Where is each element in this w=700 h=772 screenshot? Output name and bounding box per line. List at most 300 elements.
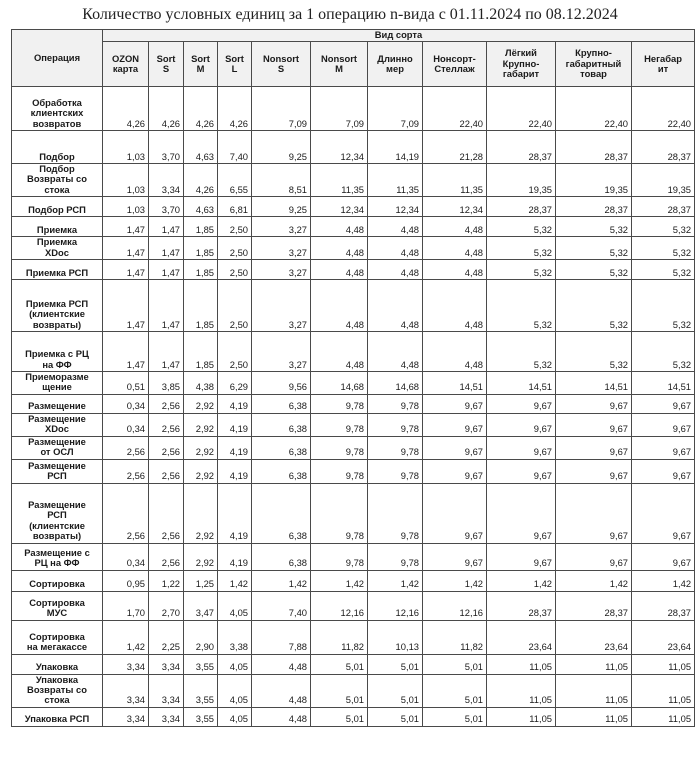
value-cell: 1,47 [103, 260, 149, 280]
text-line: Упаковка [35, 674, 79, 685]
value-cell: 2,56 [149, 459, 184, 483]
text-line: Сортировка [29, 630, 85, 642]
value-cell: 5,32 [556, 260, 632, 280]
value-cell: 9,78 [311, 436, 368, 459]
value-cell: 9,78 [368, 436, 423, 459]
value-cell: 2,92 [184, 483, 218, 543]
value-cell: 4,48 [252, 707, 311, 726]
value-cell: 2,56 [149, 483, 184, 543]
text-line: M [335, 63, 343, 74]
value-cell: 9,67 [632, 483, 695, 543]
value-cell: 1,25 [184, 570, 218, 591]
value-cell: 2,50 [218, 260, 252, 280]
operation-cell [12, 707, 103, 726]
value-cell: 6,55 [218, 164, 252, 197]
value-cell: 1,42 [487, 570, 556, 591]
value-cell: 3,34 [103, 707, 149, 726]
text-line: Нонсорт- [433, 52, 476, 64]
value-cell: 9,78 [311, 483, 368, 543]
value-cell: 9,67 [556, 413, 632, 436]
value-cell: 9,78 [368, 543, 423, 570]
value-cell: 19,35 [632, 164, 695, 197]
value-cell: 9,67 [423, 436, 487, 459]
value-cell: 7,40 [218, 131, 252, 164]
table-row [12, 280, 695, 332]
value-cell: 3,27 [252, 332, 311, 372]
table-row [12, 591, 695, 620]
column-header-sort-m [184, 42, 218, 87]
value-cell: 11,82 [423, 620, 487, 654]
value-cell: 9,67 [556, 543, 632, 570]
text-line: Обработка [32, 96, 82, 108]
value-cell: 9,67 [632, 436, 695, 459]
value-cell: 4,19 [218, 543, 252, 570]
value-cell: 1,47 [149, 280, 184, 332]
value-cell: 1,85 [184, 260, 218, 280]
value-cell: 1,22 [149, 570, 184, 591]
value-cell: 1,47 [149, 332, 184, 372]
value-cell: 9,67 [423, 394, 487, 413]
value-cell: 9,67 [556, 394, 632, 413]
value-cell: 5,01 [423, 707, 487, 726]
value-cell: 3,55 [184, 707, 218, 726]
value-cell: 1,70 [103, 591, 149, 620]
value-cell: 6,38 [252, 436, 311, 459]
column-header-ozon-card [103, 42, 149, 87]
value-cell: 4,26 [184, 87, 218, 131]
value-cell: 9,67 [487, 436, 556, 459]
value-cell: 2,92 [184, 394, 218, 413]
table-row [12, 217, 695, 237]
value-cell: 12,16 [368, 591, 423, 620]
value-cell: 11,05 [556, 674, 632, 707]
value-cell: 14,68 [368, 372, 423, 395]
value-cell: 28,37 [556, 131, 632, 164]
value-cell: 22,40 [632, 87, 695, 131]
operation-cell [12, 237, 103, 260]
value-cell: 4,19 [218, 394, 252, 413]
value-cell: 1,85 [184, 237, 218, 260]
text-line: Размещение [28, 499, 86, 511]
rates-table [11, 29, 695, 727]
value-cell: 9,67 [556, 436, 632, 459]
text-line: габаритный [565, 57, 622, 69]
table-row [12, 260, 695, 280]
value-cell: 2,56 [149, 413, 184, 436]
text-line: клиентских [30, 107, 84, 119]
text-line: Приемка с РЦ [25, 348, 89, 360]
value-cell: 9,78 [368, 483, 423, 543]
table-row [12, 87, 695, 131]
text-line: габарит [502, 68, 540, 80]
text-line: стока [44, 183, 70, 195]
value-cell: 11,82 [311, 620, 368, 654]
operation-cell [12, 394, 103, 413]
value-cell: 1,47 [149, 217, 184, 237]
value-cell: 3,34 [149, 164, 184, 197]
operation-cell [12, 413, 103, 436]
value-cell: 2,92 [184, 459, 218, 483]
operation-cell [12, 217, 103, 237]
table-row [12, 620, 695, 654]
value-cell: 9,67 [632, 413, 695, 436]
value-cell: 11,05 [632, 707, 695, 726]
value-cell: 2,90 [184, 620, 218, 654]
value-cell: 3,27 [252, 237, 311, 260]
value-cell: 9,67 [487, 413, 556, 436]
value-cell: 1,47 [103, 332, 149, 372]
value-cell: 2,56 [149, 436, 184, 459]
text-line: возвраты) [32, 530, 82, 542]
column-header-non-standard [632, 42, 695, 87]
value-cell: 1,42 [252, 570, 311, 591]
value-cell: 12,16 [423, 591, 487, 620]
value-cell: 1,85 [184, 332, 218, 372]
value-cell: 3,55 [184, 674, 218, 707]
text-line: Крупно- [502, 57, 540, 69]
text-line: XDoc [45, 246, 69, 258]
value-cell: 12,34 [423, 197, 487, 217]
value-cell: 2,50 [218, 280, 252, 332]
value-cell: 21,28 [423, 131, 487, 164]
text-line: Sort [191, 52, 210, 64]
value-cell: 23,64 [556, 620, 632, 654]
value-cell: 9,67 [487, 394, 556, 413]
value-cell: 4,26 [149, 87, 184, 131]
value-cell: 4,48 [368, 260, 423, 280]
value-cell: 11,05 [556, 707, 632, 726]
value-cell: 2,56 [103, 436, 149, 459]
value-cell: 14,68 [311, 372, 368, 395]
value-cell: 7,09 [311, 87, 368, 131]
value-cell: 28,37 [487, 591, 556, 620]
value-cell: 11,35 [368, 164, 423, 197]
table-row [12, 394, 695, 413]
value-cell: 14,51 [632, 372, 695, 395]
value-cell: 5,32 [556, 217, 632, 237]
value-cell: 2,50 [218, 332, 252, 372]
value-cell: 5,32 [487, 237, 556, 260]
text-line: Размещение [28, 436, 86, 447]
text-line: Размещение с [24, 546, 90, 558]
table-row [12, 197, 695, 217]
value-cell: 6,38 [252, 394, 311, 413]
operation-cell [12, 674, 103, 707]
value-cell: 4,48 [252, 674, 311, 707]
value-cell: 2,56 [103, 459, 149, 483]
value-cell: 4,19 [218, 483, 252, 543]
value-cell: 4,05 [218, 654, 252, 674]
table-row [12, 332, 695, 372]
value-cell: 4,48 [423, 280, 487, 332]
column-header-long [368, 42, 423, 87]
text-line: S [277, 63, 285, 74]
value-cell: 3,47 [184, 591, 218, 620]
value-cell: 0,95 [103, 570, 149, 591]
text-line: Подбор РСП [28, 203, 86, 215]
value-cell: 4,48 [423, 237, 487, 260]
value-cell: 4,63 [184, 197, 218, 217]
value-cell: 4,26 [218, 87, 252, 131]
value-cell: 1,42 [218, 570, 252, 591]
value-cell: 11,05 [487, 707, 556, 726]
operation-cell [12, 332, 103, 372]
value-cell: 3,27 [252, 280, 311, 332]
text-line: Подбор [39, 163, 75, 174]
page-title: Количество условных единиц за 1 операцию n-вида с 01.11.2024 по 08.12.2024 [82, 6, 618, 23]
value-cell: 1,42 [311, 570, 368, 591]
value-cell: 1,42 [368, 570, 423, 591]
value-cell: 6,29 [218, 372, 252, 395]
value-cell: 9,67 [487, 483, 556, 543]
text-line: возвраты) [32, 318, 82, 330]
value-cell: 2,92 [184, 436, 218, 459]
operation-cell [12, 591, 103, 620]
value-cell: 3,34 [103, 674, 149, 707]
value-cell: 1,42 [423, 570, 487, 591]
value-cell: 6,38 [252, 543, 311, 570]
value-cell: 5,32 [632, 217, 695, 237]
value-cell: 28,37 [632, 197, 695, 217]
text-line: Возвраты со [27, 173, 87, 185]
value-cell: 2,50 [218, 237, 252, 260]
value-cell: 14,51 [487, 372, 556, 395]
table-row [12, 131, 695, 164]
column-header-sort-l [218, 42, 252, 87]
text-line: L [231, 63, 238, 74]
text-line: на ФФ [42, 358, 72, 370]
value-cell: 11,05 [487, 654, 556, 674]
text-line: Стеллаж [434, 63, 475, 74]
value-cell: 11,35 [423, 164, 487, 197]
value-cell: 14,19 [368, 131, 423, 164]
value-cell: 4,05 [218, 707, 252, 726]
value-cell: 9,67 [556, 483, 632, 543]
text-line: Размещение [28, 413, 86, 424]
operation-cell [12, 436, 103, 459]
value-cell: 4,48 [311, 217, 368, 237]
table-row [12, 164, 695, 197]
value-cell: 9,78 [311, 543, 368, 570]
value-cell: 2,50 [218, 217, 252, 237]
text-line: МУС [46, 607, 68, 619]
text-line: Крупно- [575, 47, 612, 59]
text-line: Приемка [36, 223, 78, 235]
text-line: товар [580, 68, 607, 80]
operation-cell [12, 197, 103, 217]
operation-cell [12, 372, 103, 395]
value-cell: 1,85 [184, 280, 218, 332]
value-cell: 5,32 [556, 237, 632, 260]
value-cell: 4,48 [368, 332, 423, 372]
value-cell: 1,42 [632, 570, 695, 591]
value-cell: 5,01 [311, 674, 368, 707]
table-row [12, 372, 695, 395]
operation-cell [12, 260, 103, 280]
value-cell: 9,56 [252, 372, 311, 395]
value-cell: 28,37 [556, 197, 632, 217]
value-cell: 7,09 [368, 87, 423, 131]
value-cell: 4,19 [218, 436, 252, 459]
value-cell: 1,42 [556, 570, 632, 591]
text-line: Приемка РСП [25, 297, 89, 309]
value-cell: 5,32 [556, 332, 632, 372]
text-line: стока [44, 694, 70, 706]
value-cell: 22,40 [487, 87, 556, 131]
value-cell: 10,13 [368, 620, 423, 654]
value-cell: 6,38 [252, 483, 311, 543]
column-header-oversize-goods [556, 42, 632, 87]
text-line: XDoc [45, 423, 69, 435]
value-cell: 9,25 [252, 131, 311, 164]
value-cell: 9,67 [632, 543, 695, 570]
value-cell: 9,67 [423, 413, 487, 436]
value-cell: 5,01 [423, 654, 487, 674]
column-header-sort-s [149, 42, 184, 87]
value-cell: 4,48 [423, 260, 487, 280]
value-cell: 19,35 [487, 164, 556, 197]
table-row [12, 674, 695, 707]
value-cell: 28,37 [487, 197, 556, 217]
text-line: M [196, 63, 205, 74]
value-cell: 1,47 [103, 280, 149, 332]
table-row [12, 543, 695, 570]
text-line: Sort [225, 52, 244, 64]
text-line: возвратов [32, 117, 82, 129]
value-cell: 3,85 [149, 372, 184, 395]
value-cell: 5,01 [368, 654, 423, 674]
value-cell: 2,92 [184, 543, 218, 570]
operation-cell [12, 131, 103, 164]
value-cell: 5,01 [311, 707, 368, 726]
value-cell: 0,34 [103, 394, 149, 413]
value-cell: 6,38 [252, 459, 311, 483]
text-line: Негабар [644, 52, 682, 64]
text-line: карта [112, 63, 139, 74]
value-cell: 1,03 [103, 131, 149, 164]
value-cell: 5,32 [632, 280, 695, 332]
value-cell: 12,34 [311, 131, 368, 164]
value-cell: 4,63 [184, 131, 218, 164]
operation-cell [12, 164, 103, 197]
table-body [12, 87, 695, 727]
value-cell: 28,37 [487, 131, 556, 164]
operation-cell [12, 620, 103, 654]
value-cell: 28,37 [556, 591, 632, 620]
value-cell: 2,56 [103, 483, 149, 543]
value-cell: 9,67 [423, 459, 487, 483]
value-cell: 3,38 [218, 620, 252, 654]
value-cell: 5,32 [487, 217, 556, 237]
operation-cell [12, 483, 103, 543]
text-line: Сортировка [29, 596, 85, 608]
text-line: Подбор [39, 150, 75, 162]
value-cell: 3,34 [149, 654, 184, 674]
value-cell: 4,48 [368, 217, 423, 237]
value-cell: 9,67 [487, 543, 556, 570]
value-cell: 4,48 [423, 332, 487, 372]
text-line: Упаковка [35, 661, 79, 673]
text-line: (клиентские [29, 308, 85, 320]
column-header-row [12, 42, 695, 87]
value-cell: 3,34 [149, 707, 184, 726]
value-cell: 2,56 [149, 394, 184, 413]
value-cell: 9,78 [368, 413, 423, 436]
value-cell: 1,47 [149, 260, 184, 280]
column-header-nonsort-rack [423, 42, 487, 87]
value-cell: 11,05 [556, 654, 632, 674]
value-cell: 12,34 [311, 197, 368, 217]
value-cell: 4,38 [184, 372, 218, 395]
table-row [12, 459, 695, 483]
value-cell: 9,25 [252, 197, 311, 217]
table-row [12, 436, 695, 459]
value-cell: 1,47 [149, 237, 184, 260]
value-cell: 22,40 [423, 87, 487, 131]
value-cell: 11,05 [632, 674, 695, 707]
value-cell: 6,81 [218, 197, 252, 217]
text-line: Упаковка РСП [24, 713, 90, 725]
text-line: Возвраты со [27, 684, 87, 696]
value-cell: 11,05 [487, 674, 556, 707]
value-cell: 3,27 [252, 217, 311, 237]
value-cell: 1,03 [103, 197, 149, 217]
table-row [12, 654, 695, 674]
text-line: Sort [156, 52, 176, 64]
value-cell: 4,48 [311, 280, 368, 332]
value-cell: 4,48 [311, 237, 368, 260]
value-cell: 2,25 [149, 620, 184, 654]
value-cell: 11,35 [311, 164, 368, 197]
value-cell: 9,78 [311, 459, 368, 483]
value-cell: 9,78 [311, 413, 368, 436]
value-cell: 7,88 [252, 620, 311, 654]
value-cell: 4,48 [311, 332, 368, 372]
text-line: мер [386, 63, 404, 74]
text-line: S [162, 63, 170, 74]
value-cell: 4,48 [423, 217, 487, 237]
value-cell: 23,64 [632, 620, 695, 654]
value-cell: 6,38 [252, 413, 311, 436]
value-cell: 2,92 [184, 413, 218, 436]
value-cell: 9,78 [368, 459, 423, 483]
value-cell: 4,05 [218, 674, 252, 707]
value-cell: 7,40 [252, 591, 311, 620]
text-line: Приеморазме [25, 371, 89, 383]
value-cell: 0,34 [103, 543, 149, 570]
value-cell: 2,56 [149, 543, 184, 570]
value-cell: 3,34 [149, 674, 184, 707]
value-cell: 9,67 [487, 459, 556, 483]
value-cell: 14,51 [556, 372, 632, 395]
table-row [12, 483, 695, 543]
value-cell: 5,32 [487, 260, 556, 280]
value-cell: 19,35 [556, 164, 632, 197]
value-cell: 5,01 [311, 654, 368, 674]
table-row [12, 413, 695, 436]
value-cell: 12,34 [368, 197, 423, 217]
value-cell: 4,48 [368, 280, 423, 332]
value-cell: 9,67 [556, 459, 632, 483]
value-cell: 5,01 [368, 707, 423, 726]
value-cell: 28,37 [632, 131, 695, 164]
value-cell: 2,70 [149, 591, 184, 620]
value-cell: 5,32 [487, 332, 556, 372]
operation-cell [12, 280, 103, 332]
value-cell: 1,85 [184, 217, 218, 237]
value-cell: 3,34 [103, 654, 149, 674]
value-cell: 5,32 [556, 280, 632, 332]
